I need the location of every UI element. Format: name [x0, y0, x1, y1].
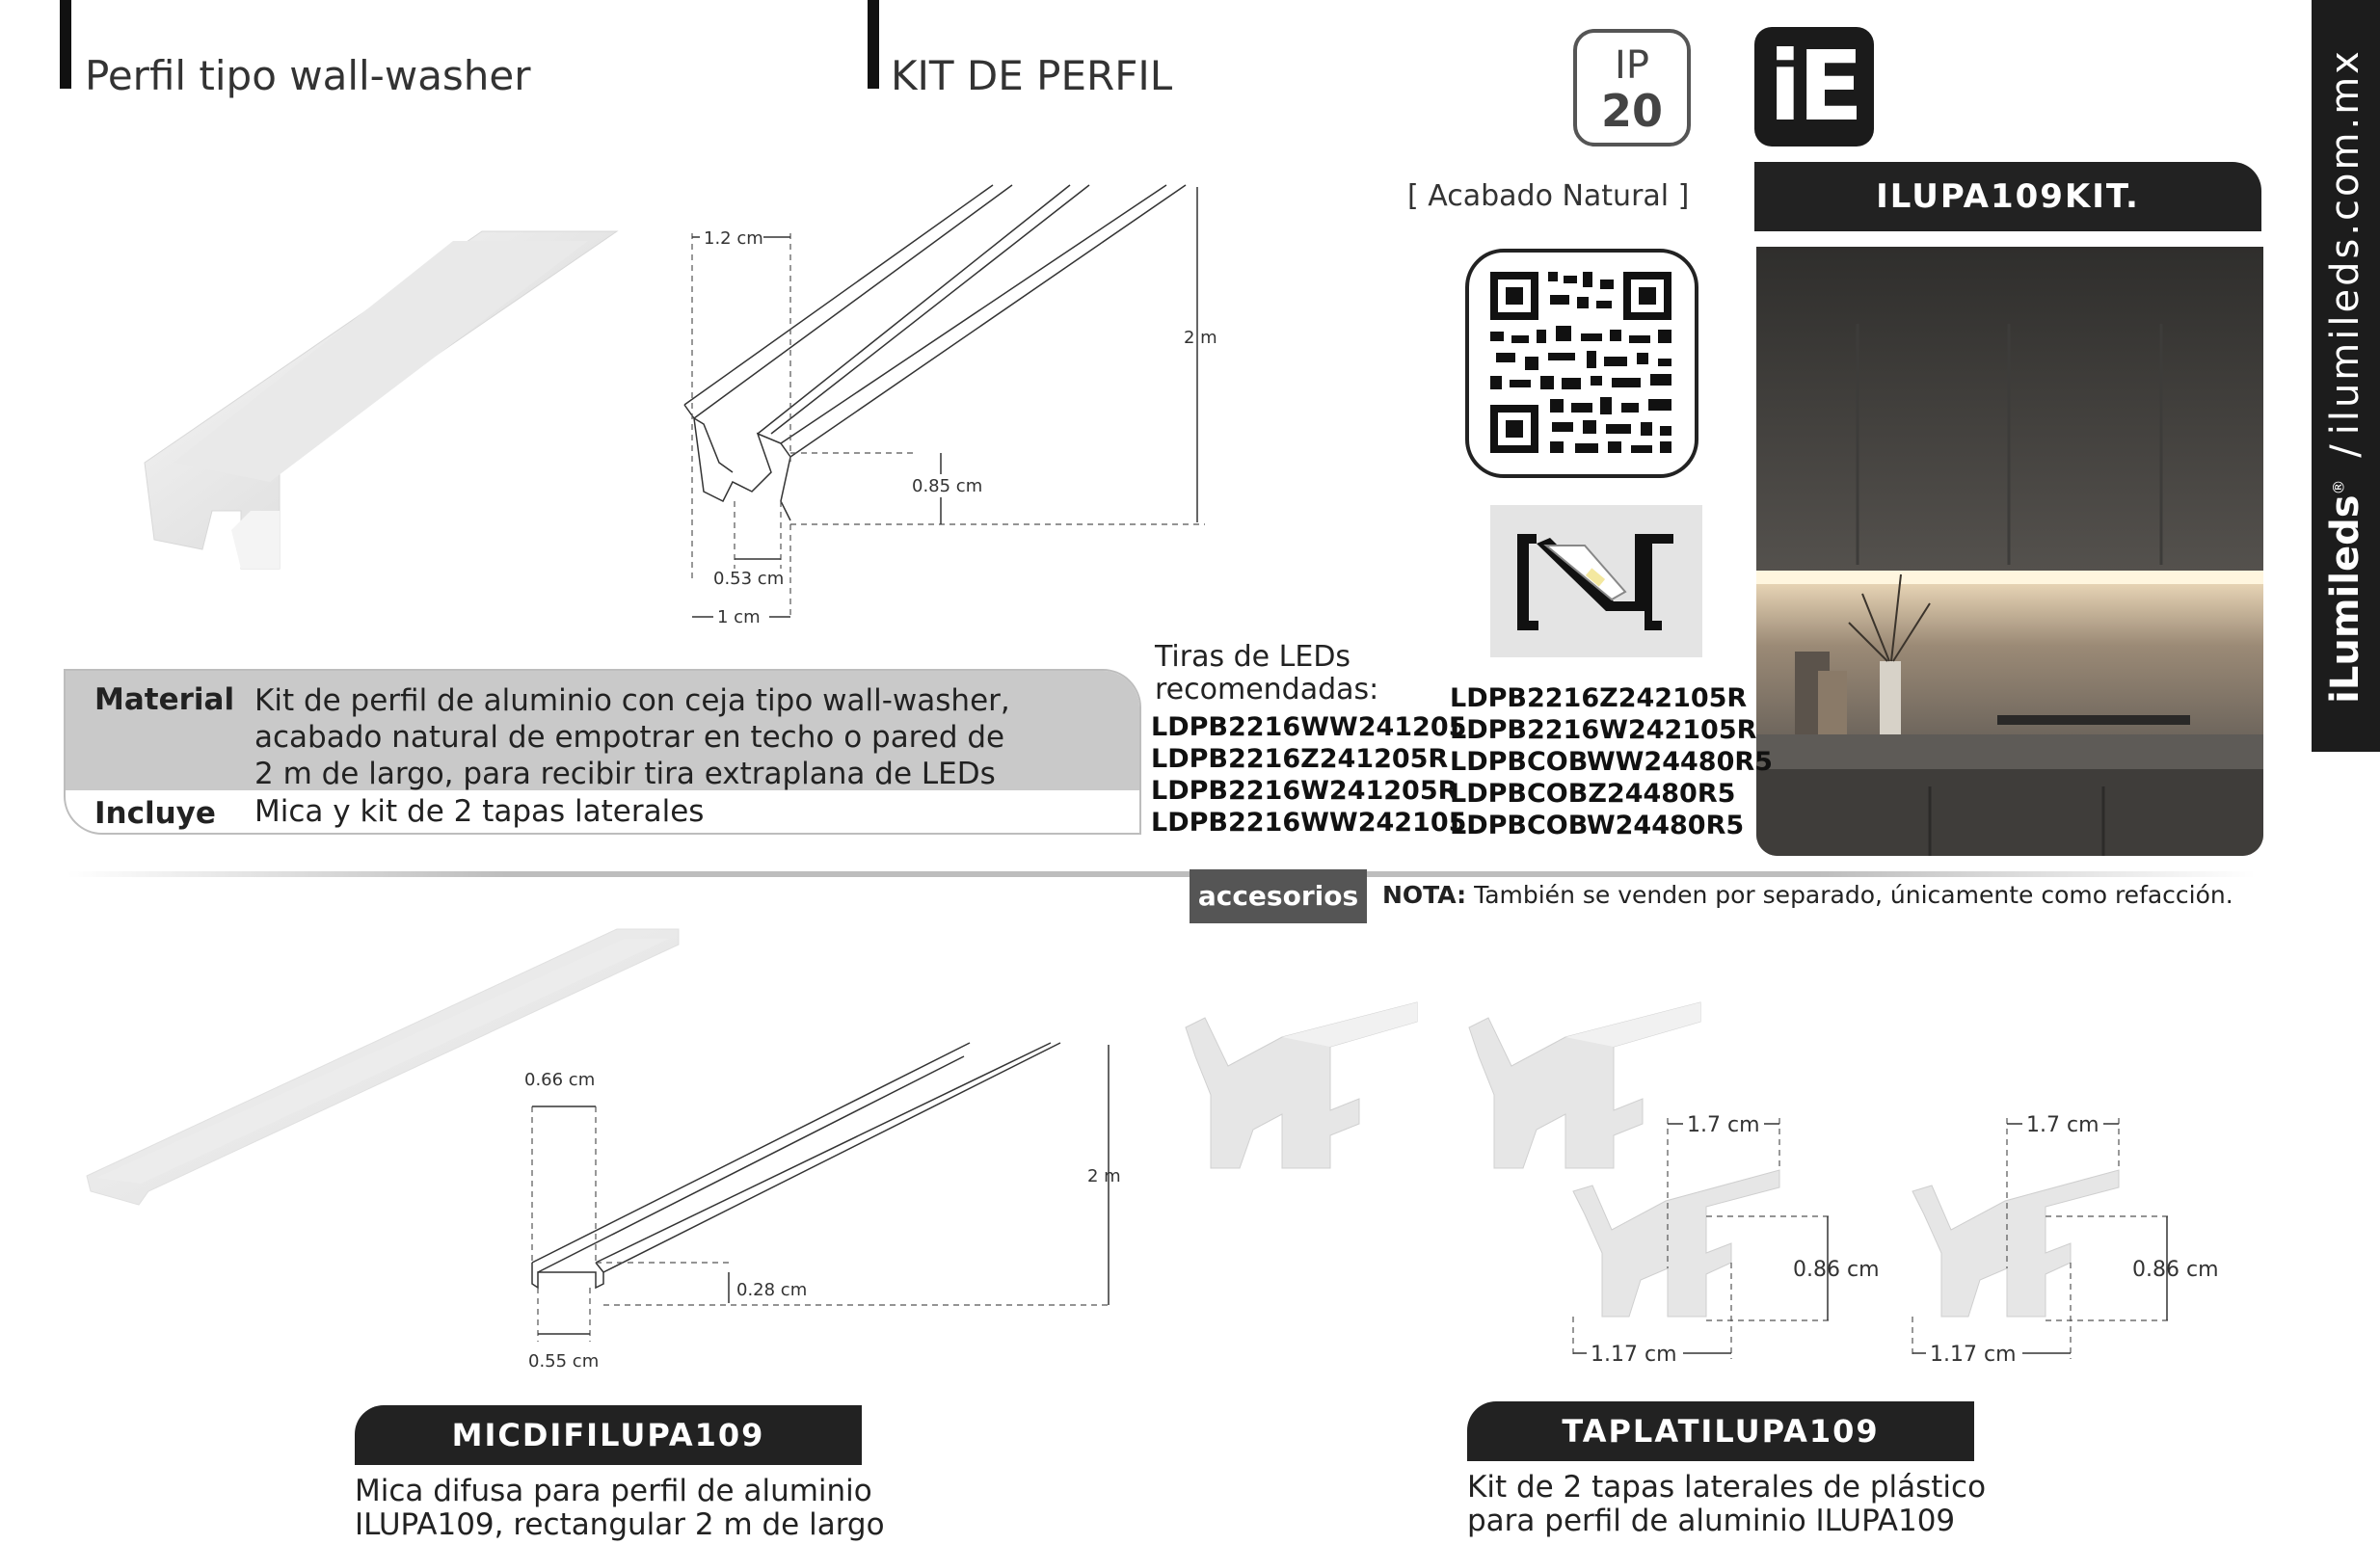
ip-rating-badge — [1573, 29, 1691, 147]
led-strip-model: LDPBCOBWW24480R5 — [1450, 747, 1773, 777]
led-strip-model: LDPBCOBW24480R5 — [1450, 811, 1745, 840]
diffuser-desc-line-1: Mica difusa para perfil de aluminio — [355, 1474, 872, 1508]
side-brand-name: iLumileds — [2323, 494, 2367, 704]
product-code-tag: ILUPA109KIT. — [1754, 162, 2261, 231]
finish-label: [ Acabado Natural ] — [1407, 179, 1690, 213]
diffuser-technical-drawing — [511, 1031, 1147, 1378]
caps-desc-line-1: Kit de 2 tapas laterales de plástico — [1467, 1470, 1987, 1505]
includes-value: Mica y kit de 2 tapas laterales — [254, 794, 705, 829]
caps-desc-line-2: para perfil de aluminio ILUPA109 — [1467, 1504, 1956, 1538]
led-strips-column-2 — [1450, 682, 1773, 841]
side-brand-separator: / — [2323, 444, 2367, 458]
led-strip-model: LDPBCOBZ24480R5 — [1450, 779, 1736, 809]
header-left-mark — [60, 0, 71, 89]
side-brand-url: ilumileds.com.mx — [2323, 48, 2367, 436]
cap-dim-base: 1.17 cm — [1591, 1343, 1677, 1367]
material-line-1: Kit de perfil de aluminio con ceja tipo wall-washer, — [254, 683, 1010, 718]
profile-technical-drawing — [665, 173, 1224, 636]
cap-dim-width: 1.7 cm — [1687, 1113, 1760, 1137]
dim-base-label: 1 cm — [717, 607, 761, 627]
diffuser-dim-width: 0.66 cm — [524, 1070, 596, 1090]
accessories-note — [1382, 881, 2233, 909]
cap-dim-base: 1.17 cm — [1930, 1343, 2017, 1367]
cap-dim-height: 0.86 cm — [1793, 1258, 1880, 1282]
cap-dim-width: 1.7 cm — [2026, 1113, 2099, 1137]
material-label: Material — [94, 682, 235, 717]
profile-section-icon — [1490, 505, 1702, 657]
diffuser-dim-height: 0.28 cm — [736, 1280, 808, 1300]
brand-logo: iE — [1754, 27, 1874, 147]
application-photo — [1756, 247, 2263, 856]
profile-render-image — [135, 222, 627, 588]
qr-code — [1465, 249, 1698, 478]
kitchen-scene-image — [1756, 247, 2263, 856]
qr-code-icon — [1469, 253, 1695, 474]
accessories-tag: accesorios — [1190, 869, 1367, 923]
caps-code-tag: TAPLATILUPA109 — [1467, 1401, 1974, 1461]
profile-cross-section-image — [1490, 505, 1702, 657]
diffuser-dim-inner: 0.55 cm — [528, 1351, 600, 1372]
page-product-title: KIT DE PERFIL — [891, 52, 1173, 99]
material-line-2: acabado natural de empotrar en techo o pared de — [254, 720, 1005, 755]
diffuser-code-tag: MICDIFILUPA109 — [355, 1405, 862, 1465]
end-cap-drawing-2 — [1901, 1099, 2219, 1378]
header-center-mark — [868, 0, 879, 89]
dim-height-label: 0.85 cm — [912, 476, 983, 496]
led-strip-model: LDPB2216Z241205R — [1151, 744, 1449, 774]
note-text: También se venden por separado, únicamente como refacción. — [1474, 881, 2233, 909]
led-strip-model: LDPB2216W242105R — [1450, 715, 1757, 745]
dim-inner-label: 0.53 cm — [713, 569, 785, 589]
led-strips-heading-1: Tiras de LEDs — [1155, 640, 1351, 674]
led-strip-model: LDPB2216WW241205 — [1151, 712, 1467, 742]
diffuser-desc-line-2: ILUPA109, rectangular 2 m de largo — [355, 1507, 885, 1542]
page-category-title: Perfil tipo wall-washer — [85, 52, 531, 99]
material-line-3: 2 m de largo, para recibir tira extraplana de LEDs — [254, 757, 996, 791]
end-cap-drawing-1 — [1562, 1099, 1909, 1378]
led-strip-model: LDPB2216W241205R — [1151, 776, 1458, 806]
led-strip-model: LDPB2216Z242105R — [1450, 683, 1748, 713]
registered-mark: ® — [2329, 479, 2348, 495]
led-strips-column-1 — [1151, 711, 1466, 839]
cap-dim-height: 0.86 cm — [2132, 1258, 2219, 1282]
includes-label: Incluye — [94, 796, 216, 831]
diffuser-dim-length: 2 m — [1087, 1166, 1121, 1186]
ip-value: 20 — [1600, 85, 1663, 137]
end-cap-render-1 — [1176, 999, 1427, 1176]
side-brand-text — [2323, 48, 2367, 704]
dim-length-label: 2 m — [1184, 328, 1217, 348]
led-strip-model: LDPB2216WW242105 — [1151, 808, 1467, 838]
section-divider — [67, 871, 2256, 877]
dim-width-label: 1.2 cm — [704, 228, 763, 249]
led-strips-heading-2: recomendadas: — [1155, 673, 1379, 706]
specs-table — [64, 669, 1141, 835]
ip-label: IP — [1615, 43, 1649, 88]
note-label: NOTA: — [1382, 881, 1467, 909]
